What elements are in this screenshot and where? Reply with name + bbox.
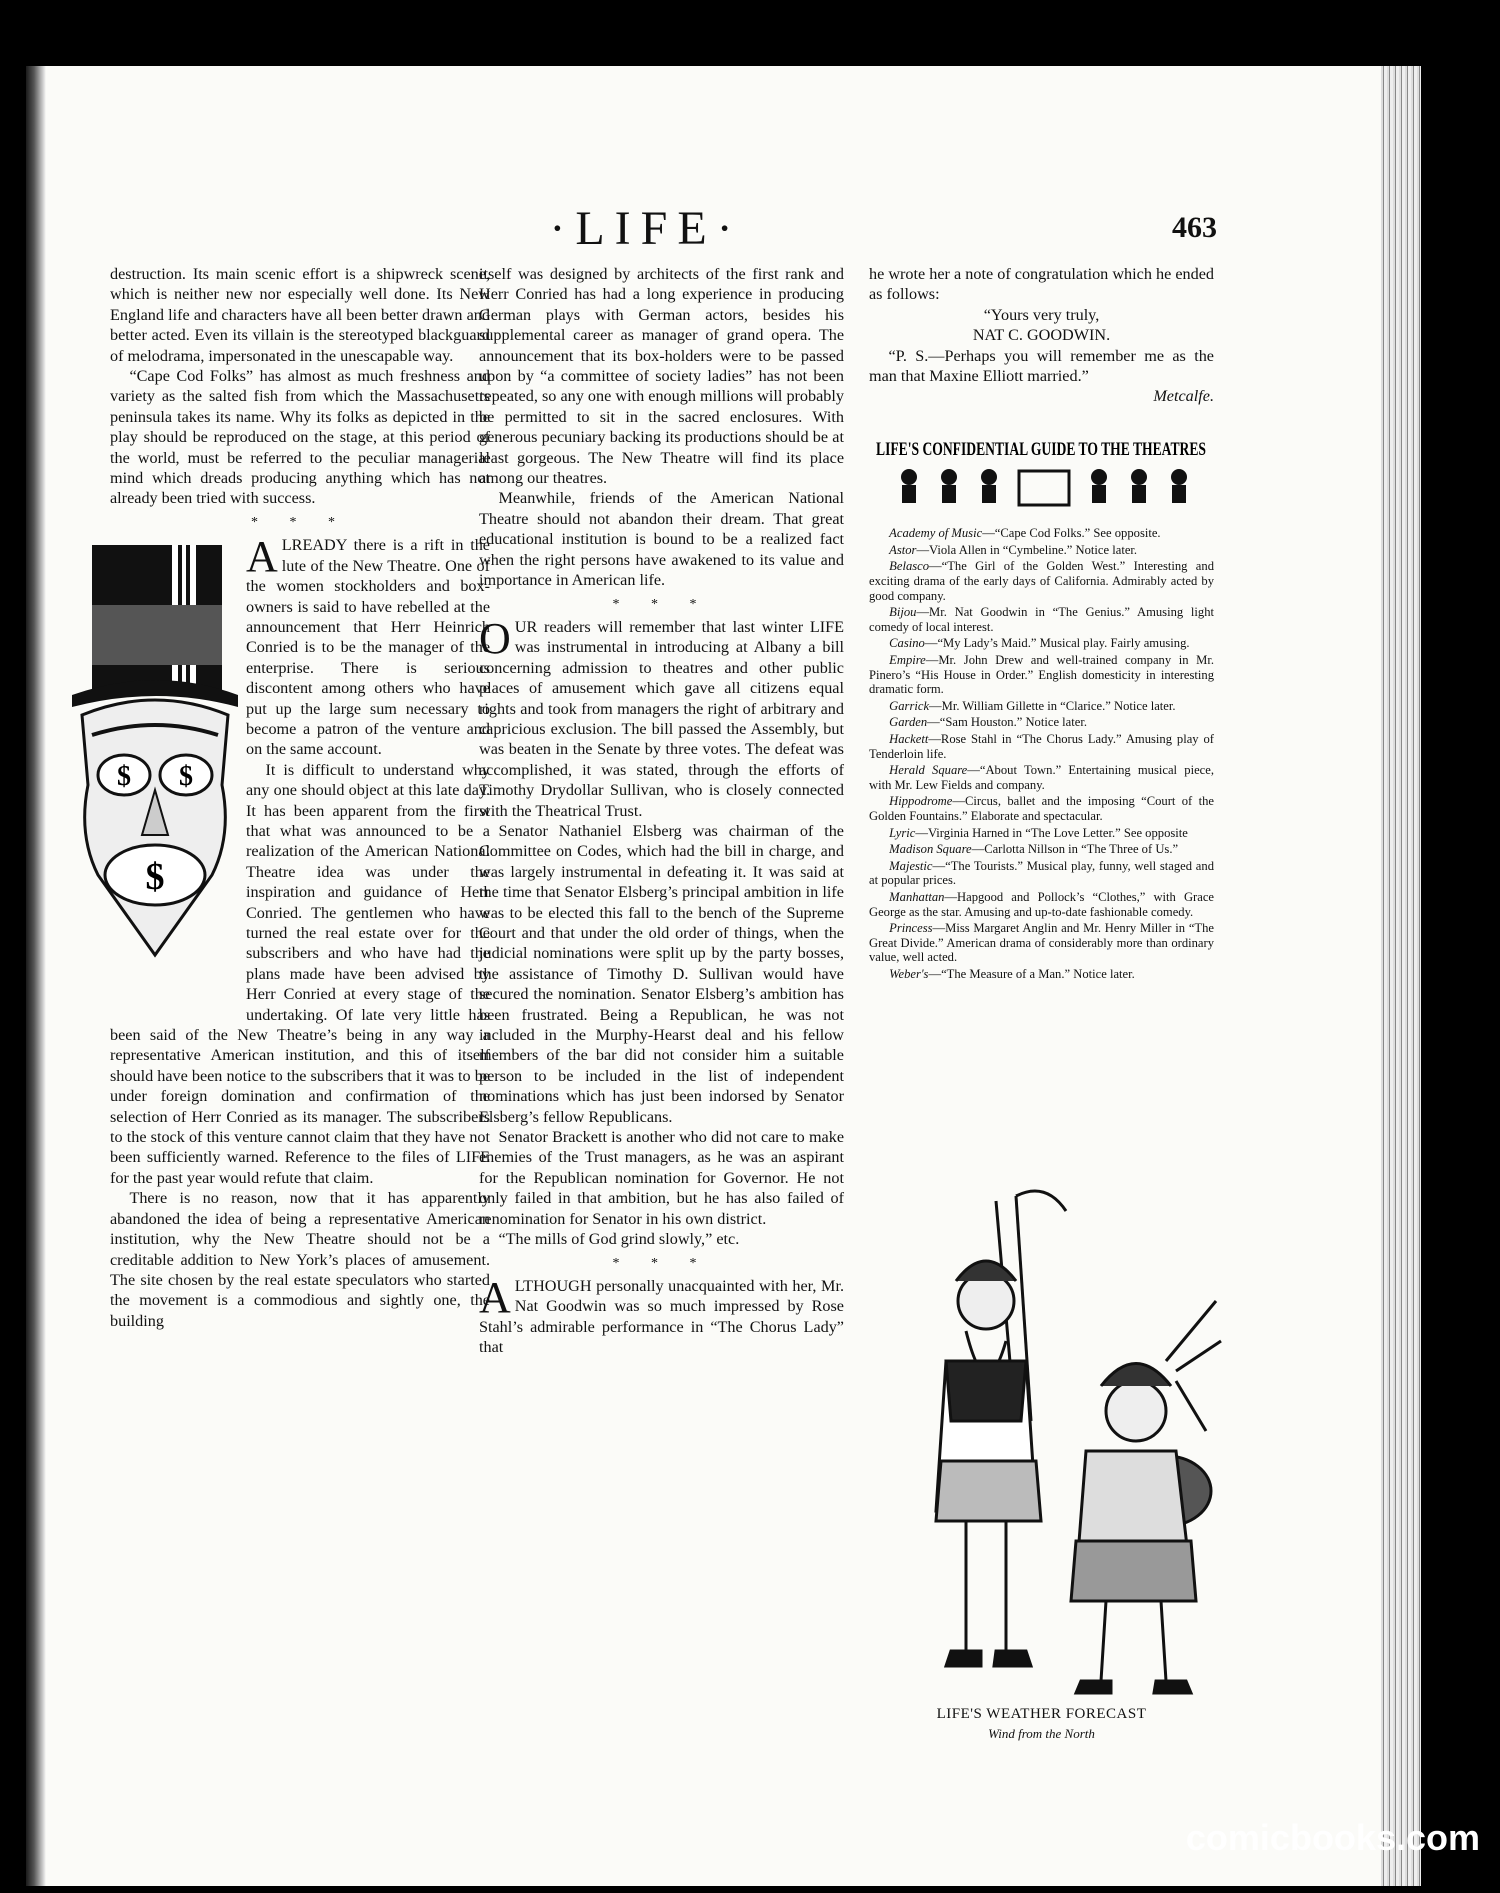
theatre-name: Empire [889,653,926,667]
guide-entry [869,699,1214,714]
guide-entry-text: —Rose Stahl in “The Chorus Lady.” Amusing play of Tenderloin life. [869,731,1214,761]
guide-entry-text: —Viola Allen in “Cymbeline.” Notice later. [916,542,1138,557]
theatre-name: Manhattan [889,889,945,904]
theatre-name: Hackett [889,731,929,746]
guide-entry [869,890,1214,919]
svg-text:$: $ [117,761,131,793]
guide-entry-text: —“The Girl of the Golden West.” Interesting and exciting drama of the early days of California. Admirably acted by good company. [869,559,1214,603]
theatre-name: Weber's [889,966,929,981]
column-2 [479,264,844,1358]
guide-entry [869,826,1214,841]
theatre-name: Madison Square [889,842,972,857]
theatre-name: Bijou [889,605,917,620]
letter-closing: “Yours very truly, [983,305,1100,324]
column-3 [869,264,1214,983]
theatre-name: Hippodrome [889,794,953,809]
section-divider: * * * [612,1255,711,1271]
guide-entry-text: —Mr. John Drew and well-trained company in Mr. Pinero’s “His House in Order.” English domesticity in interesting dramatic form. [869,653,1214,697]
masthead: ·LIFE· [549,202,743,255]
section-divider: * * * [612,596,711,612]
theatre-name: Princess [889,921,933,936]
theatre-guide-list [869,526,1214,981]
guide-entry [869,526,1214,541]
drop-cap: A [479,1272,511,1322]
guide-entry-text: —“About Town.” Entertaining musical piece, with Mr. Lew Fields and company. [869,763,1214,792]
theatre-name: Lyric [889,825,916,840]
guide-entry-text: —“Cape Cod Folks.” See opposite. [982,526,1161,541]
book-spine [26,66,46,1886]
top-hat-dollar-face-illustration [72,535,238,1005]
paragraph: It is difficult to understand why any one should object at this late day. It has been apparent from the first that what was announced to be a realization of the American National Theatre idea was under the inspiration and guidance of Herr Conried. The gentlemen who have turned the real estate over for the subscribers and who have had the plans made have been advised by Herr Conried at every stage of the undertaking. Of late very little has been said of the New Theatre’s being in any way a representative American institution, and this of itself should have been notice to the subscribers that it was to be under foreign domination and confirmation of the selection of Herr Conried as its manager. The subscribers to the stock of this venture cannot claim that they have not been sufficiently warned. Reference to the files of LIFE for the past year would refute that claim. [110,760,490,1187]
paragraph: Senator Nathaniel Elsberg was chairman of the Committee on Codes, which had the bill in charge, and was largely instrumental in defeating it. It was said at the time that Senator Elsberg’s principal ambition in life was to be elected this fall to the bench of the Supreme Court and that under the old order of things, when the judicial nominations were split up by the party bosses, the assistance of Timothy D. Sullivan would have secured the nomination. Senator Elsberg’s ambition has been frustrated. Being a Republican, he was not included in the Murphy-Hearst deal and his fellow members of the bar did not consider him a suitable person to be included in the list of independent nominations which has just been indorsed by Senator Elsberg’s fellow Republicans. [479,821,844,1126]
paragraph: he wrote her a note of congratulation which he ended as follows: [869,265,1214,304]
bagpipers-cartoon [906,1181,1226,1701]
guide-entry-text: —Mr. Nat Goodwin in “The Genius.” Amusing light comedy of local interest. [869,605,1214,634]
theatre-name: Astor [889,542,917,557]
guide-entry [869,859,1214,888]
guide-entry [869,763,1214,792]
theatre-name: Majestic [889,858,933,873]
guide-entry [869,543,1214,558]
paragraph: destruction. Its main scenic effort is a shipwreck scene, which is neither new nor especially well done. Its New England life and characters have all been better drawn and better acted. Even its villain is the stereotyped blackguard of melodrama, impersonated in the unescapable way. [110,265,490,365]
guide-entry-text: —Miss Margaret Anglin and Mr. Henry Miller in “The Great Divide.” American drama of considerably more than ordinary value, well acted. [869,921,1214,965]
guide-entry [869,605,1214,634]
guide-entry-text: —Mr. William Gillette in “Clarice.” Notice later. [929,698,1176,713]
svg-text:$: $ [145,856,165,899]
svg-text:$: $ [179,761,193,793]
page-number: 463 [1172,211,1217,244]
magazine-page [26,66,1421,1886]
theatre-guide-heading: LIFE'S CONFIDENTIAL GUIDE TO THE THEATRES [876,438,1206,460]
guide-entry-text: —“The Tourists.” Musical play, funny, well staged and at popular prices. [869,858,1214,888]
guide-entry-text: —“The Measure of a Man.” Notice later. [928,966,1135,981]
guide-entry [869,921,1214,965]
paragraph: “The mills of God grind slowly,” etc. [498,1230,740,1249]
guide-entry [869,794,1214,823]
author-signature: Metcalfe. [1153,387,1214,406]
site-watermark: comicbooks.com [1185,1817,1480,1858]
cartoon-caption: LIFE'S WEATHER FORECAST [936,1706,1147,1722]
guide-entry-text: —Carlotta Nillson in “The Three of Us.” [971,842,1179,857]
paragraph: LTHOUGH personally unacquainted with her, Mr. Nat Goodwin was so much impressed by Rose Stahl’s admirable performance in “The Chorus Lady” that [479,1276,844,1357]
paragraph: UR readers will remember that last winter LIFE was instrumental in introducing at Albany a bill concerning admission to theatres and other public places of amusement which gave all citizens equal rights and took from managers the right of arbitrary and capricious exclusion. The bill passed the Assembly, but was beaten in the Senate by three votes. The defeat was accomplished, it was stated, through the efforts of Timothy Drydollar Sullivan, who is closely connected with the Theatrical Trust. [479,617,844,820]
paragraph: LREADY there is a rift in the lute of the New Theatre. One of the women stockholders and box-owners is said to have rebelled at the announcement that Herr Heinrich Conried is to be the manager of the enterprise. There is serious discontent among others who have put up the large sum necessary to become a patron of the venture and on the same account. [246,536,490,759]
guide-entry [869,653,1214,697]
page-edges [1381,66,1421,1886]
paragraph: itself was designed by architects of the first rank and Herr Conried has had a long experience in producing German plays with German actors, besides his supplemental career as manager of grand opera. The announcement that its box-holders were to be passed upon by “a committee of society ladies” has not been repeated, so any one with enough millions will probably be permitted to sit in the sacred enclosures. With generous pecuniary backing its productions should be at least gorgeous. The New Theatre will find its place among our theatres. [479,265,844,488]
guide-entry [869,715,1214,730]
guide-entry [869,842,1214,857]
paragraph: “P. S.—Perhaps you will remember me as the man that Maxine Elliott married.” [869,346,1214,386]
guide-entry-text: —Circus, ballet and the imposing “Court of the Golden Fountains.” Elaborate and spectacular. [869,794,1214,823]
paragraph: “Cape Cod Folks” has almost as much freshness and variety as the salted fish from which the Massachusetts peninsula takes its name. Why its folks as depicted in the play should be reproduced on the stage, at this period of the world, must be referred to the peculiar managerial mind which dreads producing anything which has not already been tried with success. [110,367,490,508]
theatre-name: Herald Square [889,763,968,778]
guide-entry [869,559,1214,603]
paragraph: There is no reason, now that it has apparently abandoned the idea of being a representative American institution, why the New Theatre should not be a creditable addition to New York’s places of amusement. The site chosen by the real estate speculators who started the movement is a commodious and sightly one, the building [110,1189,490,1330]
paragraph: Meanwhile, friends of the American National Theatre should not abandon their dream. That great educational institution is bound to be a realized fact when the right persons have awakened to its value and importance in American life. [479,489,844,590]
theatre-name: Garrick [889,698,930,713]
drop-cap: A [246,532,278,582]
theatre-name: Casino [889,636,925,651]
guide-entry-text: —Hapgood and Pollock’s “Clothes,” with Grace George as the star. Amusing and up-to-date fashionable comedy. [869,889,1214,919]
theatre-name: Academy of Music [889,526,983,541]
theatre-name: Belasco [889,559,930,574]
guide-entry [869,732,1214,761]
guide-entry-text: —Virginia Harned in “The Love Letter.” See opposite [915,825,1188,840]
guide-entry-text: —“Sam Houston.” Notice later. [927,715,1088,730]
drop-cap: O [479,613,511,663]
guide-entry-text: —“My Lady’s Maid.” Musical play. Fairly amusing. [924,636,1190,651]
theatre-name: Garden [889,715,928,730]
letter-signature: NAT C. GOODWIN. [972,326,1111,345]
paragraph: Senator Brackett is another who did not care to make enemies of the Trust managers, as he was an aspirant for the Republican nomination for Governor. He not only failed in that ambition, but he has also failed of renomination for Senator in his own district. [479,1128,844,1228]
theatre-guide-heading-art [869,425,1214,511]
cartoon-subcaption: Wind from the North [988,1726,1095,1741]
guide-entry [869,636,1214,651]
column-1 [110,264,490,1331]
section-divider: * * * [251,514,349,530]
guide-entry [869,967,1214,982]
